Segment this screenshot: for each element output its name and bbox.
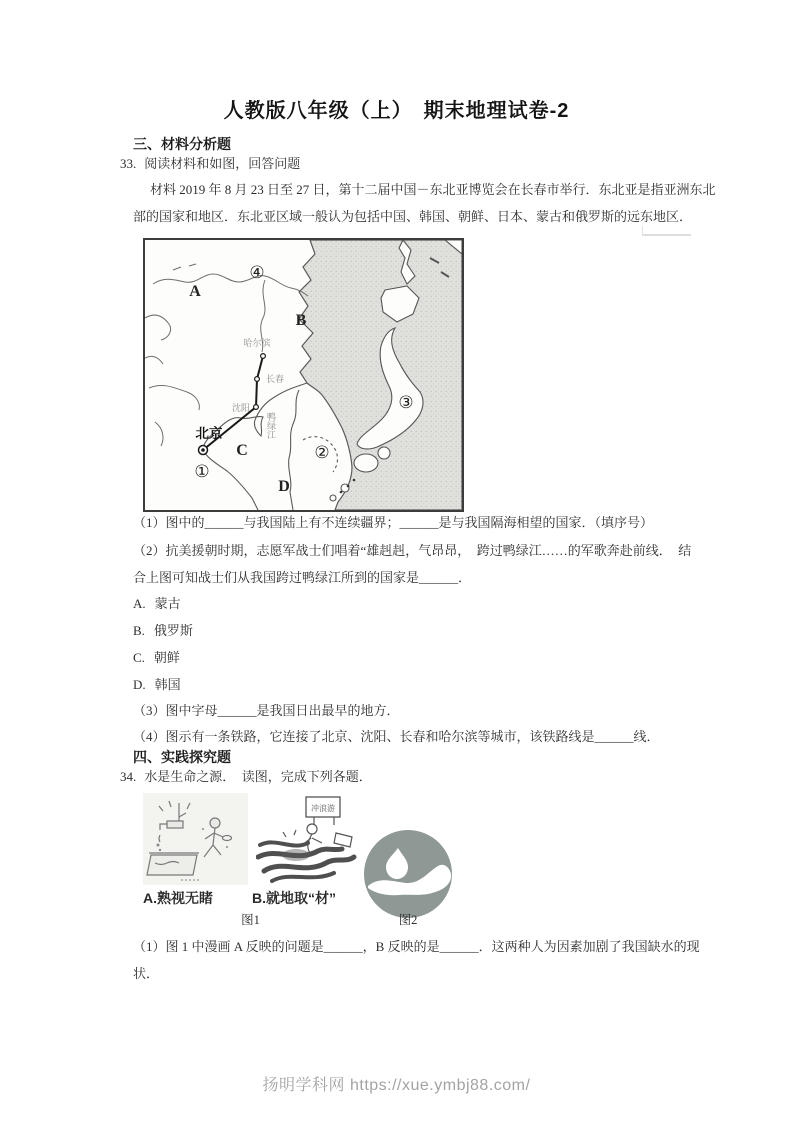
option-d-text: 韩国	[154, 677, 181, 692]
scan-artifact	[642, 226, 691, 236]
option-b-label: B.	[133, 623, 145, 638]
changchun-label: 长春	[266, 374, 285, 384]
option-c-text: 朝鲜	[153, 650, 180, 665]
q33-sub2-line2: 合上图可知战士们从我国跨过鸭绿江所到的国家是______．	[133, 570, 472, 585]
beijing-label: 北京	[195, 426, 223, 441]
northeast-asia-map-svg	[145, 240, 462, 510]
question-33-number: 33.	[120, 156, 137, 171]
water-saving-logo	[362, 828, 454, 920]
water-saving-logo-svg	[362, 828, 454, 920]
marker-d: D	[278, 478, 290, 495]
section-heading-practice-inquiry: 四、实践探究题	[133, 749, 231, 765]
dark-water-blob	[282, 849, 310, 861]
option-b	[133, 624, 193, 637]
shop-sign-text: 冲浪游	[311, 804, 335, 813]
option-d-label: D.	[133, 677, 146, 692]
marker-2: ②	[314, 443, 330, 462]
option-a	[133, 597, 181, 610]
option-a-label: A.	[133, 596, 146, 611]
page-title: 人教版八年级（上） 期末地理试卷-2	[223, 100, 570, 122]
question-33-material-line1: 材料 2019 年 8 月 23 日至 27 日，第十二届中国－东北亚博览会在长春市举行．东北亚是指亚洲东北	[150, 182, 716, 197]
shikoku-island	[378, 447, 390, 459]
option-c-label: C.	[133, 650, 145, 665]
interior-borders-rivers	[145, 264, 308, 446]
beijing-marker	[199, 446, 208, 455]
q34-sub1-line1: （1）图 1 中漫画 A 反映的问题是______，B 反映的是______．这两种人为因素加剧了我国缺水的现	[133, 939, 700, 954]
footer-link[interactable]: 扬明学科网 https://xue.ymbj88.com/	[262, 1077, 531, 1094]
marker-c: C	[236, 442, 248, 459]
option-c	[133, 651, 180, 664]
marker-4: ④	[249, 263, 265, 282]
option-a-text: 蒙古	[154, 596, 181, 611]
q34-sub1-line2: 状．	[133, 966, 160, 981]
liaodong-bohai-coast	[203, 383, 307, 510]
cartoon-b-caption: B.就地取“材”	[252, 890, 336, 906]
option-d	[133, 678, 181, 691]
kyushu-island	[354, 454, 378, 472]
marker-1: ①	[194, 462, 210, 481]
northeast-asia-map	[143, 238, 464, 512]
cartoon-a-caption: A.熟视无睹	[143, 890, 213, 906]
question-34-prompt: 水是生命之源． 读图，完成下列各题．	[144, 769, 372, 784]
figure1-number: 图1	[241, 913, 260, 927]
option-b-text: 俄罗斯	[153, 623, 193, 638]
harbin-station-dot	[261, 354, 266, 359]
marker-3: ③	[398, 393, 414, 412]
section-heading-material-analysis: 三、材料分析题	[133, 136, 231, 152]
small-island-2	[330, 495, 336, 501]
question-34-stem	[120, 770, 372, 783]
q33-sub2-line1: （2）抗美援朝时期，志愿军战士们唱着“雄赳赳，气昂昂， 跨过鸭绿江……的军歌奔赴前线． 结	[133, 543, 692, 558]
question-33-stem	[120, 157, 300, 170]
west-korea-coast	[289, 390, 299, 510]
q33-sub4: （4）图示有一条铁路，它连接了北京、沈阳、长春和哈尔滨等城市，该铁路线是______线．	[133, 729, 660, 744]
cartoon-a-svg	[143, 793, 248, 885]
cartoon-b-polluted-river	[256, 793, 358, 885]
yalu-river-label: 鸭绿江	[266, 412, 276, 439]
cartoon-a-running-faucet	[143, 793, 248, 885]
question-34-number: 34.	[120, 769, 137, 784]
harbin-label: 哈尔滨	[243, 338, 271, 348]
question-33-prompt: 阅读材料和如图，回答问题	[144, 156, 301, 171]
q33-sub1: （1）图中的______与我国陆上有不连续疆界；______是与我国隔海相望的国家．（填序号）	[133, 515, 654, 530]
question-33-material-line2: 部的国家和地区．东北亚区域一般认为包括中国、韩国、朝鲜、日本、蒙古和俄罗斯的远东地区．	[133, 209, 693, 224]
changchun-station-dot	[255, 377, 260, 382]
marker-a: A	[189, 283, 201, 300]
q33-sub3: （3）图中字母______是我国日出最早的地方．	[133, 703, 400, 718]
shenyang-label: 沈阳	[231, 403, 250, 413]
shenyang-station-dot	[254, 405, 259, 410]
site-footer	[0, 1072, 793, 1095]
sea-of-japan-region	[299, 240, 462, 510]
marker-b: B	[295, 312, 307, 329]
cartoon-b-svg	[256, 793, 358, 885]
figure2-number: 图2	[398, 913, 418, 927]
